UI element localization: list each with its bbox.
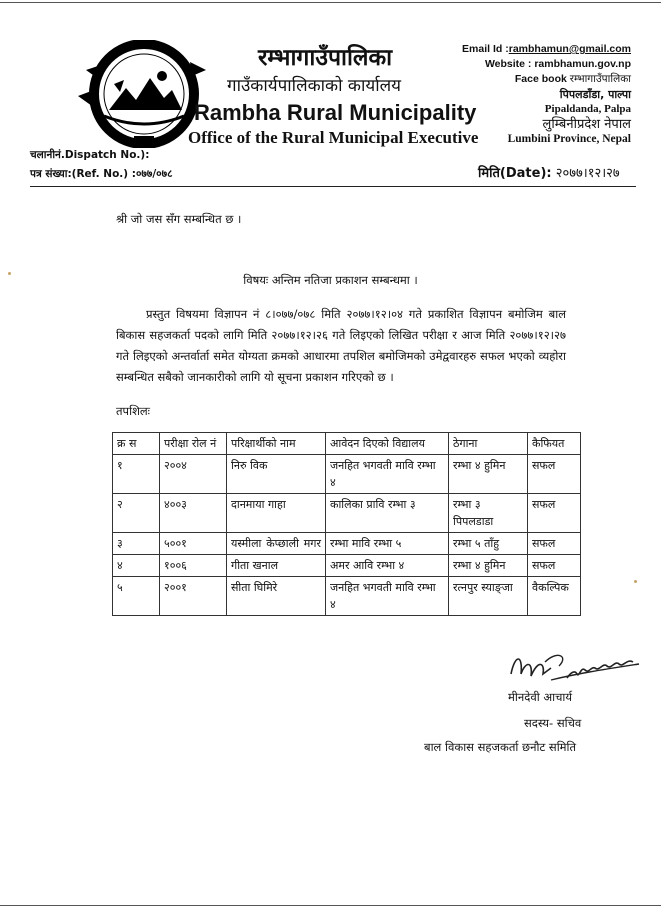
cell-serial: ३ <box>113 533 160 555</box>
table-header-row <box>113 433 581 455</box>
signatory-name: मीनदेवी आचार्य <box>508 690 573 704</box>
office-name-english: Office of the Rural Municipal Executive <box>188 128 479 147</box>
cell-school: अमर आवि रम्भा ४ <box>326 555 449 577</box>
cell-remarks: सफल <box>528 533 581 555</box>
cell-remarks: सफल <box>528 494 581 533</box>
subject-line: विषयः अन्तिम नतिजा प्रकाशन सम्बन्धमा । <box>243 273 418 287</box>
cell-name: गीता खनाल <box>227 555 326 577</box>
cell-school: कालिका प्रावि रम्भा ३ <box>326 494 449 533</box>
cell-remarks: वैकल्पिक <box>528 577 581 616</box>
table-row <box>113 494 581 533</box>
cell-address: रम्भा ३ पिपलडाडा <box>449 494 528 533</box>
reference-label: पत्र संख्या:(Ref. No.) : <box>30 168 136 180</box>
header-address: ठेगाना <box>449 433 528 455</box>
cell-remarks: सफल <box>528 555 581 577</box>
header-remarks: कैफियत <box>528 433 581 455</box>
cell-roll: १००६ <box>160 555 227 577</box>
cell-serial: ५ <box>113 577 160 616</box>
paper-speck <box>634 580 637 583</box>
cell-roll: ४००३ <box>160 494 227 533</box>
province-english: Lumbini Province, Nepal <box>507 133 631 145</box>
letter-date <box>478 163 620 181</box>
cell-serial: २ <box>113 494 160 533</box>
letter-body: प्रस्तुत विषयमा विज्ञापन नं ८।०७७/०७८ मिति २०७७।१२।०४ गते प्रकाशित विज्ञापन बमोजिम बाल बिकास सहजकर्ता पदको लागि मिति २०७७।१२।२६ गते लिइएको लिखित परीक्षा र आज मिति २०७७।१२।२७ गते लिइएको अन्तर्वार्ता समेत योग्यता क्रमको आधारमा तपशिल बमोजिमको उमेद्ववारहरु सफल भएको व्यहोरा सम्बन्धित सबैको जानकारीको लागि यो सूचना प्रकाशन गरिएको छ । <box>116 307 566 384</box>
cell-school: जनहित भगवती मावि रम्भा ४ <box>326 455 449 494</box>
header-divider <box>30 186 636 187</box>
details-label: तपशिलः <box>116 404 151 418</box>
table-row <box>113 455 581 494</box>
top-border <box>0 2 661 3</box>
table-row <box>113 555 581 577</box>
municipality-name-nepali: रम्भागाउँपालिका <box>258 45 393 71</box>
address-nepali: पिपलडाँडा, पाल्पा <box>559 88 631 101</box>
recipient-line: श्री जो जस सँग सम्बन्धित छ । <box>116 212 242 226</box>
email-label: Email Id : <box>462 43 509 55</box>
cell-address: रम्भा ४ हुमिन <box>449 555 528 577</box>
office-name-nepali: गाउँकार्यपालिकाको कार्यालय <box>227 76 402 96</box>
committee-name: बाल विकास सहजकर्ता छनौट समिति <box>424 740 577 754</box>
cell-school: रम्भा मावि रम्भा ५ <box>326 533 449 555</box>
date-label: मिति(Date): <box>478 166 552 181</box>
table-row <box>113 533 581 555</box>
cell-school: जनहित भगवती मावि रम्भा ४ <box>326 577 449 616</box>
cell-address: रम्भा ५ ताँहु <box>449 533 528 555</box>
date-value: २०७७।१२।२७ <box>555 166 620 181</box>
cell-address: रम्भा ४ हुमिन <box>449 455 528 494</box>
reference-number <box>30 167 173 181</box>
paper-speck <box>8 272 11 275</box>
address-english: Pipaldanda, Palpa <box>544 103 631 115</box>
cell-serial: १ <box>113 455 160 494</box>
cell-roll: ५००१ <box>160 533 227 555</box>
header-school: आवेदन दिएको विद्यालय <box>326 433 449 455</box>
header-candidate-name: परिक्षार्थीको नाम <box>227 433 326 455</box>
cell-name: सीता घिमिरे <box>227 577 326 616</box>
cell-name: दानमाया गाहा <box>227 494 326 533</box>
cell-roll: २००१ <box>160 577 227 616</box>
dispatch-number: चलानीनं.Dispatch No.): <box>30 149 150 161</box>
result-table <box>112 432 581 616</box>
signatory-role: सदस्य- सचिव <box>524 716 582 730</box>
cell-name: निरु विक <box>227 455 326 494</box>
cell-remarks: सफल <box>528 455 581 494</box>
website-label: Website : <box>484 58 535 70</box>
municipality-name-english: Rambha Rural Municipality <box>194 100 477 125</box>
facebook-value: रम्भागाउँपालिका <box>569 73 631 85</box>
cell-serial: ४ <box>113 555 160 577</box>
facebook-label: Face book <box>514 73 570 85</box>
table-row <box>113 577 581 616</box>
website-link[interactable]: rambhamun.gov.np <box>534 58 631 70</box>
website-line <box>462 57 631 72</box>
header-roll-number: परीक्षा रोल नं <box>160 433 227 455</box>
cell-name: यस्मीला केप्छाली मगर <box>227 533 326 555</box>
header-serial: क्र स <box>113 433 160 455</box>
email-link[interactable]: rambhamun@gmail.com <box>508 43 631 55</box>
handwritten-signature <box>505 644 645 694</box>
cell-address: रत्नपुर स्याङ्जा <box>449 577 528 616</box>
email-line <box>462 42 631 57</box>
province-nepali: लुम्बिनीप्रदेश नेपाल <box>542 117 631 132</box>
bottom-border <box>0 905 661 906</box>
cell-roll: २००४ <box>160 455 227 494</box>
contact-block <box>462 42 631 147</box>
facebook-line <box>462 72 631 87</box>
reference-value: ०७७/०७८ <box>135 168 173 180</box>
